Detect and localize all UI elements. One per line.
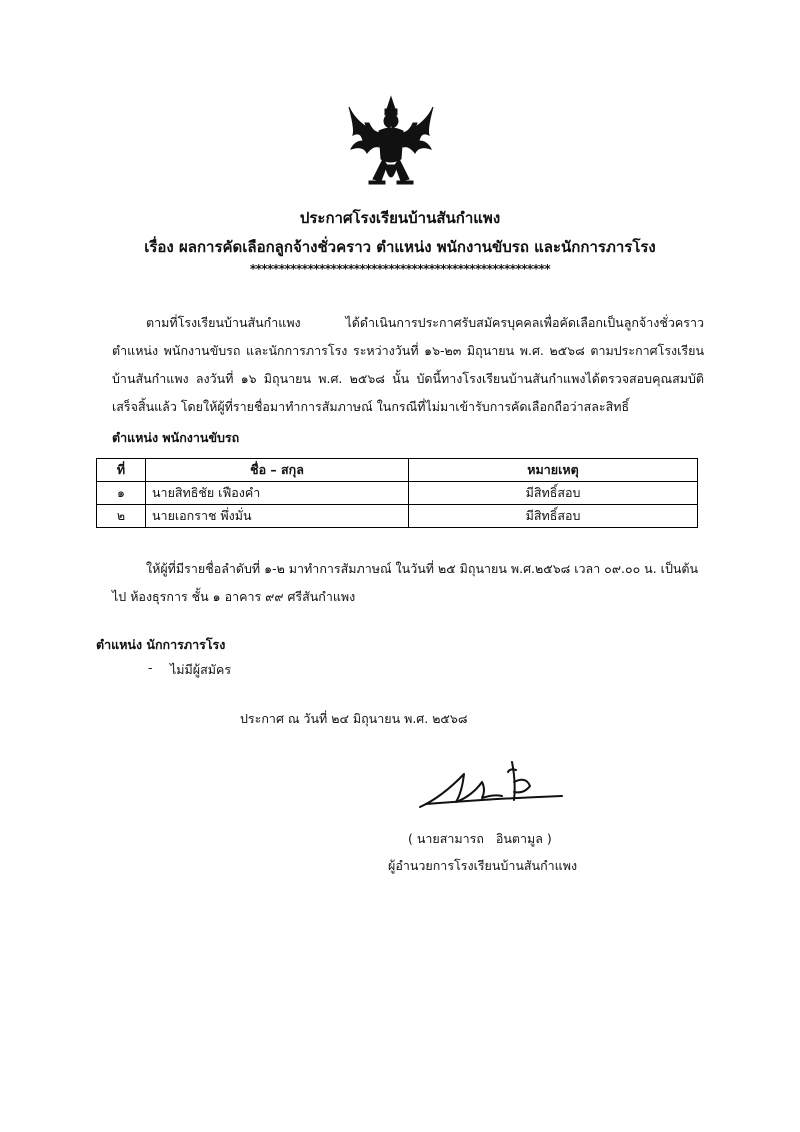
table-row <box>97 482 698 505</box>
column-header-remark: หมายเหตุ <box>409 459 698 482</box>
document-subject: เรื่อง ผลการคัดเลือกลูกจ้างชั่วคราว ตำแหน่ง พนักงานขับรถ และนักการภารโรง <box>144 238 656 256</box>
signer-name: ( นายสามารถ อินตามูล ) <box>408 831 552 846</box>
row-name: นายสิทธิชัย เฟืองคำ <box>146 482 409 505</box>
candidate-table <box>96 458 698 528</box>
document-title: ประกาศโรงเรียนบ้านสันกำแพง <box>299 209 501 227</box>
interview-paragraph <box>112 555 704 611</box>
signer-position: ผู้อำนวยการโรงเรียนบ้านสันกำแพง <box>388 858 578 873</box>
column-header-no: ที่ <box>97 459 146 482</box>
table-row <box>97 505 698 528</box>
handwritten-signature <box>412 752 582 822</box>
interview-text: ให้ผู้ที่มีรายชื่อลำดับที่ ๑-๒ มาทำการสัมภาษณ์ ในวันที่ ๒๕ มิถุนายน พ.ศ.๒๕๖๘ เวลา ๐๙.๐๐ น. เป็นต้นไป ห้องธุรการ ชั้น ๑ อาคาร ๙๙ ศรีสันกำแพง <box>112 561 699 604</box>
row-remark: มีสิทธิ์สอบ <box>409 482 698 505</box>
separator-line: **************************************************** <box>249 262 551 276</box>
row-no: ๒ <box>97 505 146 528</box>
janitor-section-heading: ตำแหน่ง นักการภารโรง <box>96 637 226 652</box>
list-bullet: - <box>148 660 153 675</box>
intro-paragraph <box>112 309 704 421</box>
driver-section-heading: ตำแหน่ง พนักงานขับรถ <box>112 430 240 445</box>
intro-text: ตามที่โรงเรียนบ้านสันกำแพง ได้ดำเนินการประกาศรับสมัครบุคคลเพื่อคัดเลือกเป็นลูกจ้างชั่วคราว ตำแหน่ง พนักงานขับรถ และนักการภารโรง ระหว่างวันที่ ๑๖-๒๓ มิถุนายน พ.ศ. ๒๕๖๘ ตามประกาศโรงเรียนบ้านสันกำแพง ลงวันที่ ๑๖ มิถุนายน พ.ศ. ๒๕๖๘ นั้น บัดนี้ทางโรงเรียนบ้านสันกำแพงได้ตรวจสอบคุณสมบัติเสร็จสิ้นแล้ว โดยให้ผู้ที่รายชื่อมาทำการสัมภาษณ์ ในกรณีที่ไม่มาเข้ารับการคัดเลือกถือว่าสละสิทธิ์ <box>112 315 704 414</box>
column-header-name: ชื่อ – สกุล <box>146 459 409 482</box>
garuda-emblem-icon <box>343 95 439 191</box>
row-remark: มีสิทธิ์สอบ <box>409 505 698 528</box>
table-header-row <box>97 459 698 482</box>
announcement-date: ประกาศ ณ วันที่ ๒๔ มิถุนายน พ.ศ. ๒๕๖๘ <box>240 711 468 726</box>
row-name: นายเอกราช พึ่งมั่น <box>146 505 409 528</box>
no-applicant-note: ไม่มีผู้สมัคร <box>170 662 232 677</box>
row-no: ๑ <box>97 482 146 505</box>
